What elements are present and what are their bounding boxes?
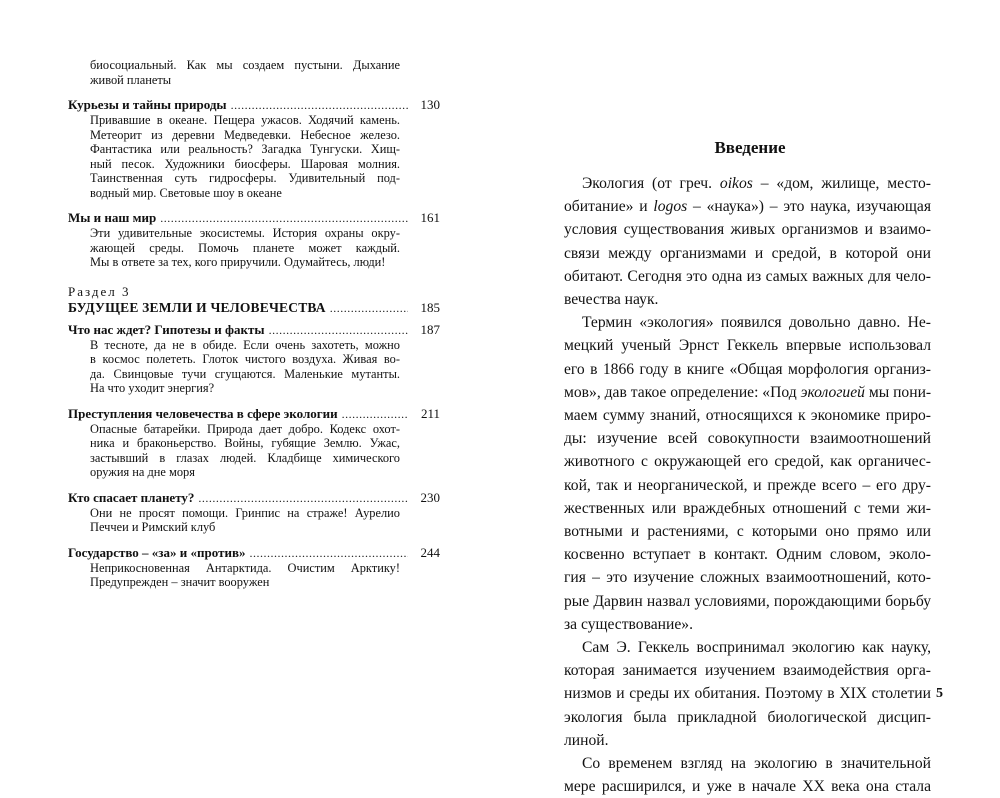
toc-entry xyxy=(68,545,440,590)
text-line: косвенно вступает в контакт. Одним словом, эколо- xyxy=(564,546,931,564)
toc-entry-heading xyxy=(68,406,440,422)
toc-entry-heading xyxy=(68,322,440,338)
text-line: низмов и среды их обитания. Поэтому в XIX столетии xyxy=(564,685,931,703)
toc-page-number: 230 xyxy=(420,489,440,505)
toc-entry-heading xyxy=(68,490,440,506)
text-line: мере расширился, и уже в начале XX века она стала xyxy=(564,778,931,796)
text-line: Со временем взгляд на экологию в значительной xyxy=(582,755,931,773)
toc-page-number: 161 xyxy=(420,210,440,225)
toc-page-number: 244 xyxy=(420,544,440,560)
text-line: гия – это изучение сложных взаимоотношений, кото- xyxy=(564,569,931,587)
text-line: животного с окружающей его средой, как органичес- xyxy=(564,453,931,471)
toc-entry xyxy=(68,322,440,396)
text-line: мецкий ученый Эрнст Геккель впервые использовал xyxy=(564,337,931,355)
toc-entry-title: Мы и наш мир xyxy=(68,210,157,225)
toc-entry-title: Кто спасает планету? xyxy=(68,489,195,505)
toc-entry-title: Что нас ждет? Гипотезы и факты xyxy=(68,321,265,337)
toc-entry-heading xyxy=(68,97,440,113)
leader-dots xyxy=(342,406,408,422)
toc-page-number: 211 xyxy=(420,405,440,421)
toc-entry-description: Опасные батарейки. Природа дает добро. Кодекс охот- ника и браконьерство. Войны, губящие Землю. Ужас, застывший в глазах людей. Кладбище химического оружия на дне моря xyxy=(90,421,400,479)
toc-entry-description: Они не просят помощи. Гринпис на страже! Аурелио Печчеи и Римский клуб xyxy=(90,505,400,534)
text-line: Сам Э. Геккель воспринимал экологию как науку, xyxy=(582,639,931,657)
text-line: рые Дарвин назвал условиями, порождающими борьбу xyxy=(564,592,931,610)
toc-page-number: 130 xyxy=(420,97,440,112)
text-line: Экология (от греч. oikos – «дом, жилище, место- xyxy=(582,175,931,192)
text-line: обитание» и logos – «наука») – это наука, изучающая xyxy=(564,198,931,216)
text-line: которая занимается изучением взаимодействия орга- xyxy=(564,662,931,680)
toc-entry-title: Курьезы и тайны природы xyxy=(68,97,227,112)
leader-dots xyxy=(330,300,408,316)
text-line: линой. xyxy=(564,731,609,749)
section-title: БУДУЩЕЕ ЗЕМЛИ И ЧЕЛОВЕЧЕСТВА xyxy=(68,299,326,315)
text-line: за существование». xyxy=(564,615,693,633)
toc-entry xyxy=(68,97,440,200)
toc-page-number: 185 xyxy=(420,299,440,315)
toc-entry xyxy=(68,58,440,87)
section-heading xyxy=(68,300,440,316)
body-text xyxy=(564,172,931,798)
toc-entry-description: В тесноте, да не в обиде. Если очень захотеть, можно в космос полететь. Глоток чистого воздуха. Живая во- да. Свинцовые тучи сгущаются. Маленькие мутанты. На что уходит энергия? xyxy=(90,337,400,395)
toc-entry-heading xyxy=(68,545,440,561)
leader-dots xyxy=(249,545,408,561)
leader-dots xyxy=(160,210,408,226)
left-page xyxy=(0,0,500,745)
toc-entry-description: Неприкосновенная Антарктида. Очистим Арктику! Предупрежден – значит вооружен xyxy=(90,560,400,589)
text-line: вотными и растениями, с которыми оно прямо или xyxy=(564,523,931,541)
text-line: вечества наук. xyxy=(564,291,659,309)
page-number: 5 xyxy=(936,686,943,701)
leader-dots xyxy=(269,322,408,338)
leader-dots xyxy=(231,97,408,113)
text-line: маем сумму знаний, относящихся к экономике приро- xyxy=(564,407,931,425)
text-line: Термин «экология» появился довольно давно. Не- xyxy=(582,314,931,332)
text-line: мов», дав такое определение: «Под экологией мы пони- xyxy=(564,383,932,401)
text-line: обитают. Сегодня это одна из самых важных для чело- xyxy=(564,267,931,285)
text-line: его в 1866 году в книге «Общая морфология организ- xyxy=(564,360,931,378)
text-line: жественных или враждебных отношений с теми жи- xyxy=(564,499,931,517)
toc-entry-description: биосоциальный. Как мы создаем пустыни. Дыхание живой планеты xyxy=(90,58,400,87)
text-line: кой, так и неорганической, и прежде всего – его дру- xyxy=(564,476,931,494)
toc-entry xyxy=(68,490,440,535)
toc-entry-description: Эти удивительные экосистемы. История охраны окру- жающей среды. Помочь планете может каждый. Мы в ответе за тех, кого приручили. Одумайтесь, люди! xyxy=(90,226,400,269)
chapter-title: Введение xyxy=(714,138,786,157)
toc-entry-heading xyxy=(68,210,440,226)
section-label: Раздел 3 xyxy=(68,283,131,299)
toc-entry xyxy=(68,210,440,270)
text-line: экология была прикладной биологической дисцип- xyxy=(564,708,931,726)
toc-entry-title: Преступления человечества в сфере экологии xyxy=(68,405,338,421)
text-line: условия существования живых организмов и взаимо- xyxy=(564,221,931,239)
toc-page-number: 187 xyxy=(420,321,440,337)
text-line: ды: изучение всей совокупности взаимоотношений xyxy=(564,430,931,448)
text-line: связи между организмами и средой, в которой они xyxy=(564,244,931,262)
toc-entry xyxy=(68,406,440,480)
leader-dots xyxy=(198,490,408,506)
toc-entry-title: Государство – «за» и «против» xyxy=(68,544,246,560)
table-of-contents xyxy=(68,58,440,590)
right-page xyxy=(500,0,1000,796)
toc-entry-description: Привавшие в океане. Пещера ужасов. Ходячий камень. Метеорит из деревни Медведевки. Небесное железо. Фантастика или реальность? Загадка Тунгуски. Хищ- ный песок. Художники биосферы. Шаровая молния. Таинственная суть гидросферы. Удивительный под- водный мир. Световые шоу в океане xyxy=(90,113,400,200)
